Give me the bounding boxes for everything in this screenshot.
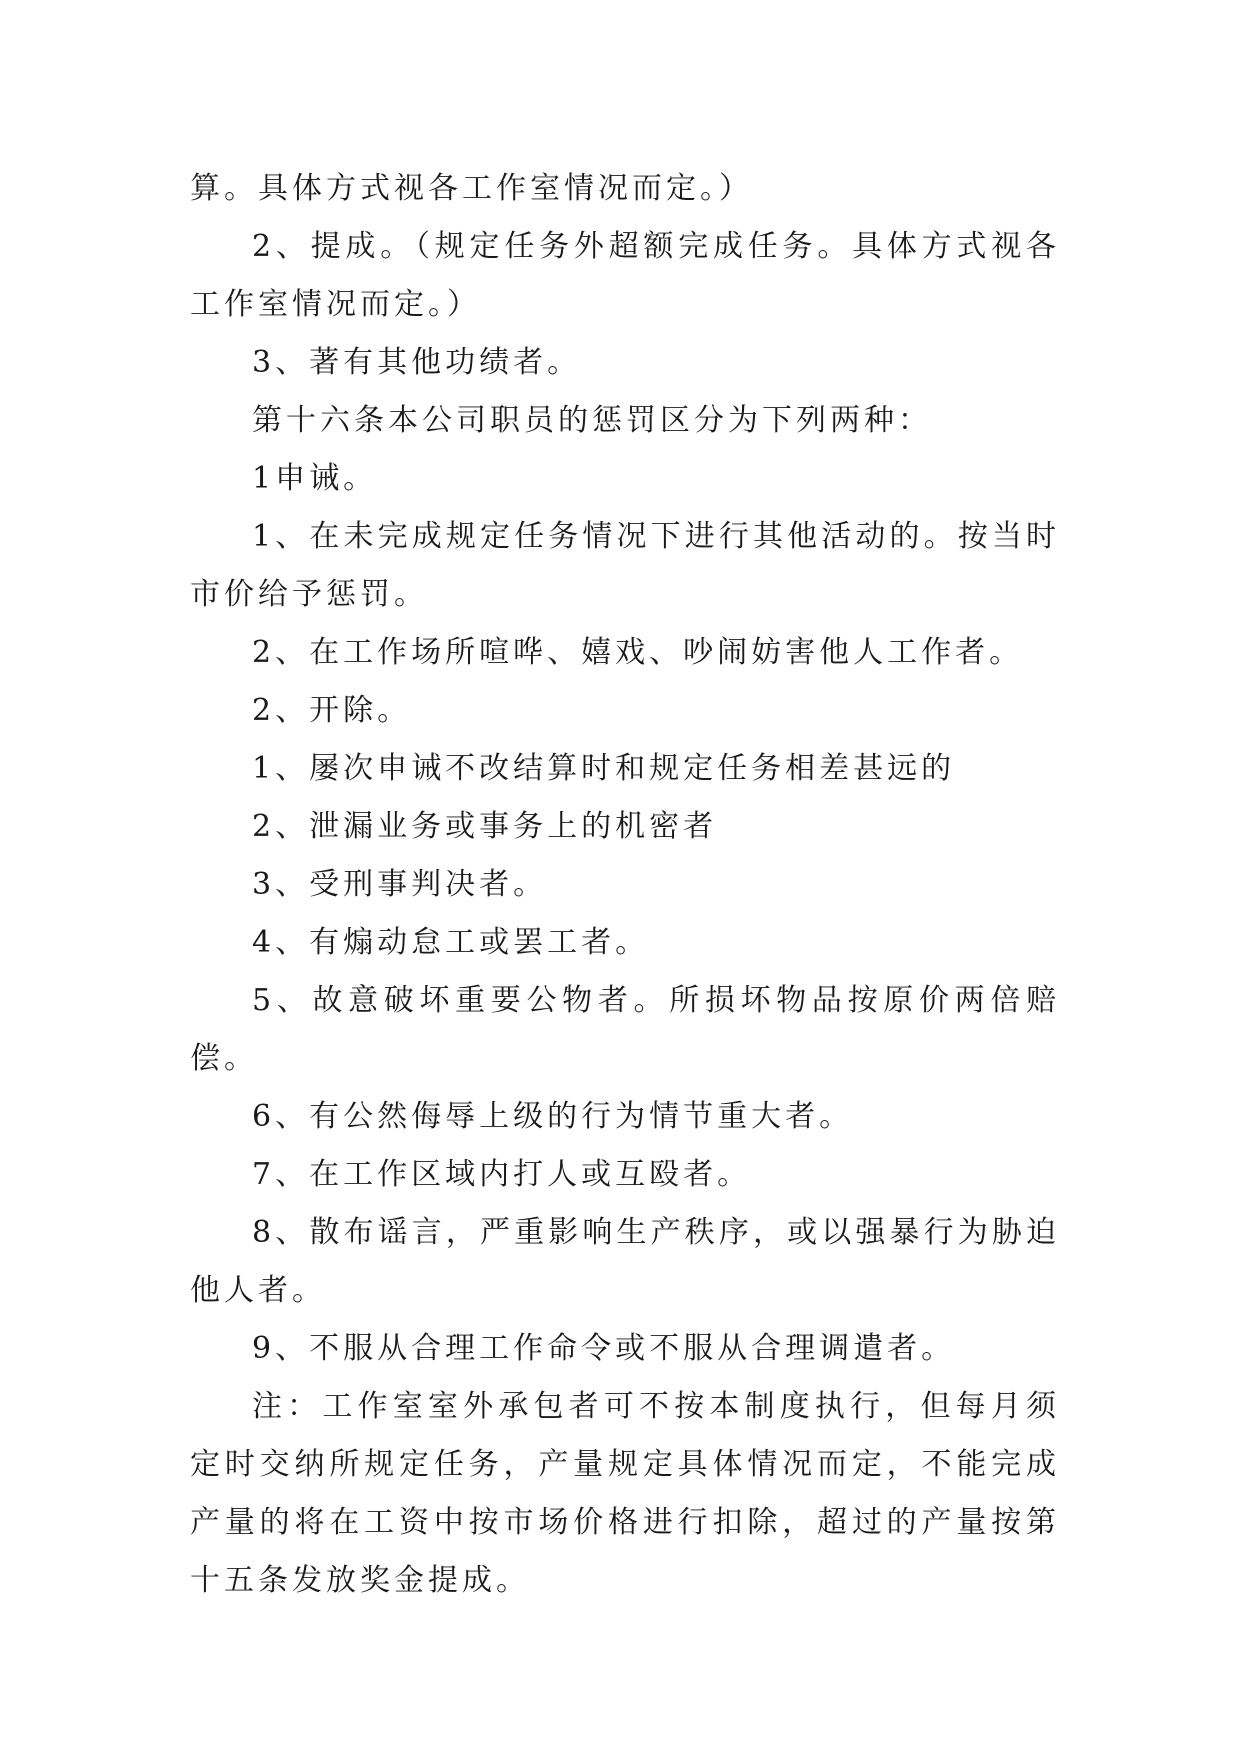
document-body <box>190 160 1060 1610</box>
paragraph-note: 注：工作室室外承包者可不按本制度执行，但每月须定时交纳所规定任务，产量规定具体情况而定，不能完成产量的将在工资中按市场价格进行扣除，超过的产量按第十五条发放奖金提成。 <box>190 1389 1060 1598</box>
paragraph-dismissal-item-2: 2、泄漏业务或事务上的机密者 <box>252 809 718 844</box>
paragraph-item-other-merit: 3、著有其他功绩者。 <box>252 345 582 380</box>
paragraph-dismissal-item-9: 9、不服从合理工作命令或不服从合理调遣者。 <box>252 1331 956 1366</box>
paragraph-reprimand-item-1: 1、在未完成规定任务情况下进行其他活动的。按当时市价给予惩罚。 <box>190 519 1060 612</box>
paragraph-dismissal-item-6: 6、有公然侮辱上级的行为情节重大者。 <box>252 1099 854 1134</box>
paragraph-dismissal-item-7: 7、在工作区域内打人或互殴者。 <box>252 1157 752 1192</box>
paragraph-item-commission: 2、提成。（规定任务外超额完成任务。具体方式视各工作室情况而定。） <box>190 229 1060 322</box>
paragraph-article-16: 第十六条本公司职员的惩罚区分为下列两种： <box>252 403 932 438</box>
paragraph-dismissal-item-5: 5、故意破坏重要公物者。所损坏物品按原价两倍赔偿。 <box>190 983 1060 1076</box>
paragraph-continuation: 算。具体方式视各工作室情况而定。） <box>190 171 753 206</box>
paragraph-dismissal-item-8: 8、散布谣言，严重影响生产秩序，或以强暴行为胁迫他人者。 <box>190 1215 1060 1308</box>
paragraph-dismissal-item-3: 3、受刑事判决者。 <box>252 867 548 902</box>
paragraph-dismissal-item-1: 1、屡次申诫不改结算时和规定任务相差甚远的 <box>252 751 956 786</box>
paragraph-section-reprimand: 1申诫。 <box>252 461 378 496</box>
paragraph-section-dismissal: 2、开除。 <box>252 693 412 728</box>
paragraph-reprimand-item-2: 2、在工作场所喧哗、嬉戏、吵闹妨害他人工作者。 <box>252 635 1024 670</box>
paragraph-dismissal-item-4: 4、有煽动怠工或罢工者。 <box>252 925 650 960</box>
